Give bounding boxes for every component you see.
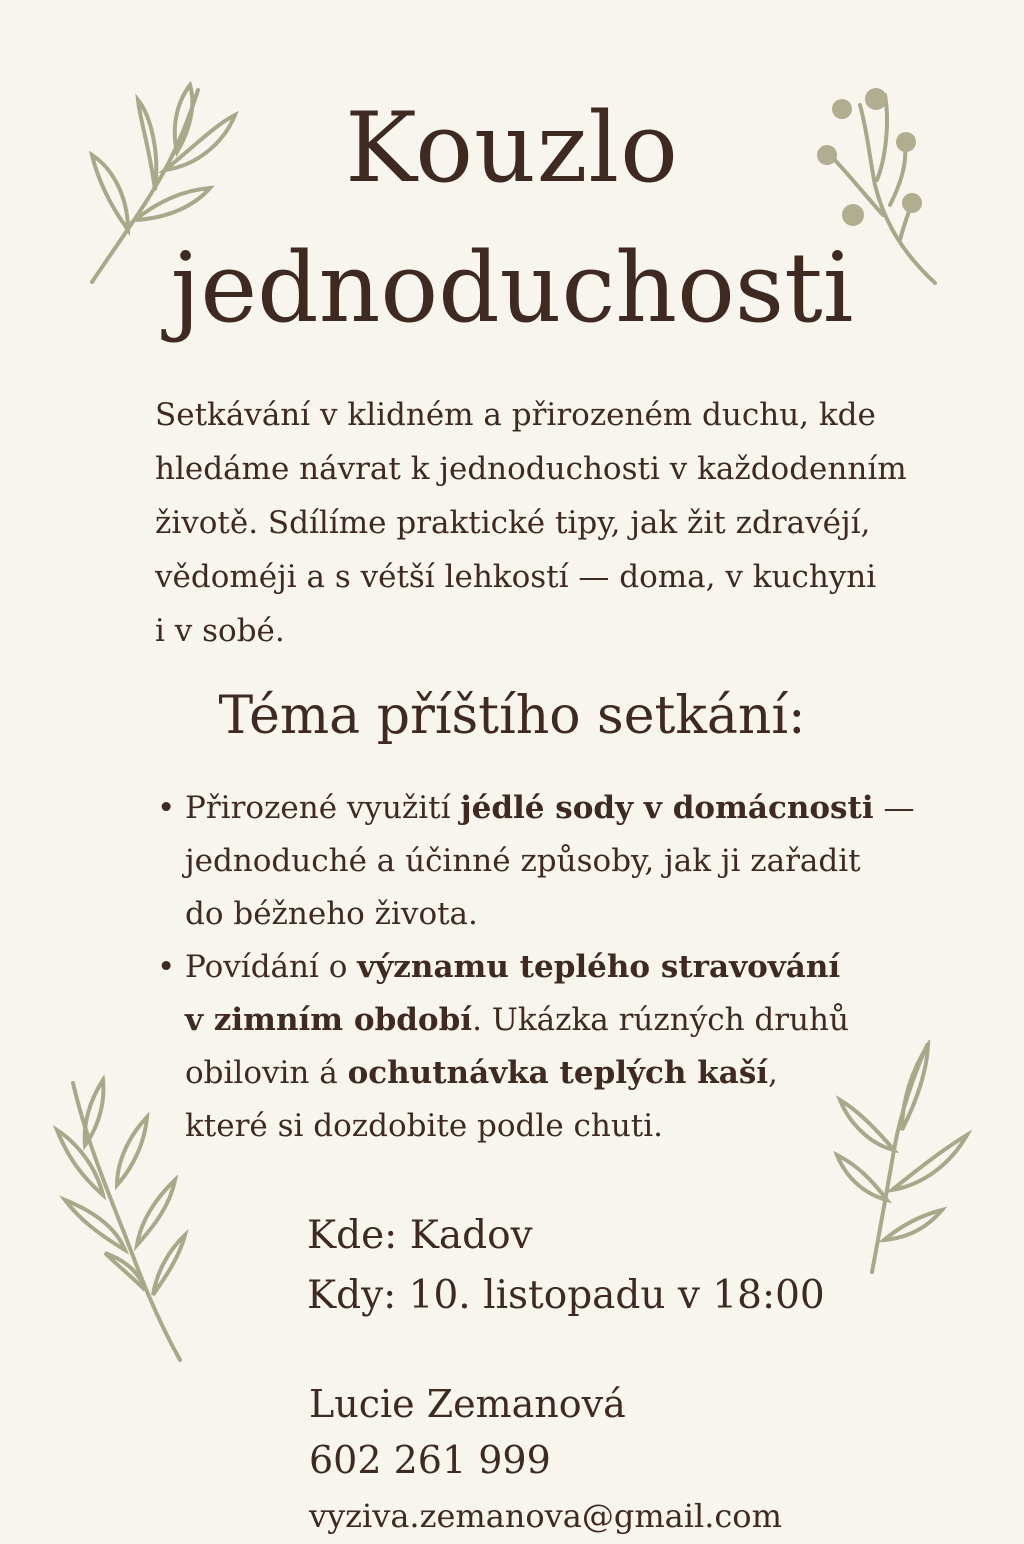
topic-line: do béžneho života.	[185, 896, 478, 932]
page-title: Kouzlo	[345, 92, 679, 204]
event-time: Kdy: 10. listopadu v 18:00	[307, 1273, 825, 1318]
topic-line: které si dozdobite podle chuti.	[185, 1108, 664, 1144]
page-title-line-2: jednoduchosti	[170, 232, 854, 344]
topic-highlight: v zimním období	[185, 1002, 473, 1038]
topic-text: —	[873, 790, 915, 826]
bullet: •	[157, 949, 176, 985]
intro-paragraph	[155, 388, 955, 658]
topic-text: ,	[768, 1055, 778, 1091]
topic-highlight: významu teplého stravování	[357, 949, 841, 985]
intro-line: Setkávání v klidném a přirozeném duchu, kde	[155, 397, 876, 433]
intro-line: vědoméji a s vétší lehkostí — doma, v kuchyni	[155, 559, 877, 595]
event-place: Kde: Kadov	[307, 1213, 533, 1258]
topic-line	[185, 782, 975, 835]
topic-text: obilovin á	[185, 1055, 348, 1091]
contact-block	[309, 1376, 782, 1544]
contact-phone: 602 261 999	[309, 1438, 551, 1482]
topic-text: . Ukázka rúzných druhů	[472, 1002, 849, 1038]
contact-name: Lucie Zemanová	[309, 1382, 626, 1426]
topic-line: jednoduché a účinné způsoby, jak ji zařadit	[185, 843, 861, 879]
topic-line	[185, 994, 975, 1047]
intro-line: i v sobé.	[155, 613, 285, 649]
list-item	[155, 941, 975, 1153]
topic-line	[185, 941, 975, 994]
contact-email: vyziva.zemanova@gmail.com	[309, 1497, 782, 1535]
topic-highlight: ochutnávka teplých kaší	[347, 1055, 769, 1091]
topic-highlight: jédlé sody v domácnosti	[460, 790, 874, 826]
list-item	[155, 782, 975, 941]
intro-line: hledáme návrat k jednoduchosti v každodenním	[155, 451, 907, 487]
bullet: •	[157, 790, 176, 826]
intro-line: životě. Sdílíme praktické tipy, jak žit zdravéjí,	[155, 505, 871, 541]
section-heading: Téma příštího setkání:	[218, 686, 806, 746]
topic-text: Přirozené využití	[185, 790, 461, 826]
topics-list	[155, 782, 975, 1153]
topic-text: Povídání o	[185, 949, 358, 985]
event-details	[307, 1206, 825, 1326]
topic-line	[185, 1047, 975, 1100]
